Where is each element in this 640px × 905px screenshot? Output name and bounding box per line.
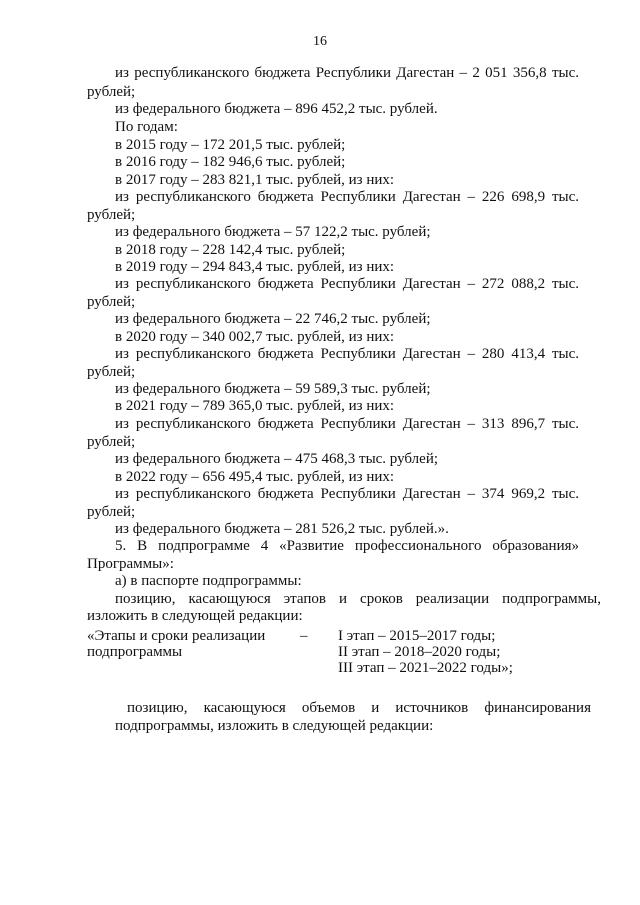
text-line: Программы»:: [87, 556, 174, 572]
text-line: из федерального бюджета – 896 452,2 тыс. рублей.: [115, 101, 438, 117]
text-line: в 2017 году – 283 821,1 тыс. рублей, из них:: [115, 172, 395, 188]
text-line: в 2018 году – 228 142,4 тыс. рублей;: [115, 242, 346, 258]
text-line: 5. В подпрограмме 4 «Развитие профессионального образования»: [115, 538, 579, 554]
text-line: в 2016 году – 182 946,6 тыс. рублей;: [115, 154, 346, 170]
stage-item: II этап – 2018–2020 годы;: [338, 644, 501, 660]
text-line: из федерального бюджета – 59 589,3 тыс. рублей;: [115, 381, 431, 397]
text-line: из федерального бюджета – 22 746,2 тыс. рублей;: [115, 311, 431, 327]
page-number: 16: [313, 34, 327, 49]
text-line: из республиканского бюджета Республики Дагестан – 280 413,4 тыс.: [115, 346, 579, 362]
text-line: из федерального бюджета – 281 526,2 тыс. рублей.».: [115, 521, 449, 537]
stage-item: III этап – 2021–2022 годы»;: [338, 660, 513, 676]
text-line: По годам:: [115, 119, 178, 135]
text-line: из республиканского бюджета Республики Дагестан – 313 896,7 тыс.: [115, 416, 579, 432]
text-line: рублей;: [87, 294, 136, 310]
text-line: в 2015 году – 172 201,5 тыс. рублей;: [115, 137, 346, 153]
text-line: из республиканского бюджета Республики Дагестан – 272 088,2 тыс.: [115, 276, 579, 292]
text-line: из республиканского бюджета Республики Дагестан – 374 969,2 тыс.: [115, 486, 579, 502]
text-line: рублей;: [87, 84, 136, 100]
text-line: в 2019 году – 294 843,4 тыс. рублей, из них:: [115, 259, 395, 275]
stage-item: I этап – 2015–2017 годы;: [338, 628, 496, 644]
text-line: в 2021 году – 789 365,0 тыс. рублей, из них:: [115, 398, 395, 414]
stages-label: «Этапы и сроки реализации: [87, 628, 266, 644]
text-line: из республиканского бюджета Республики Дагестан – 226 698,9 тыс.: [115, 189, 579, 205]
text-line: подпрограммы, изложить в следующей редакции:: [115, 718, 434, 734]
stages-dash: –: [300, 628, 308, 644]
text-line: рублей;: [87, 364, 136, 380]
text-line: в 2020 году – 340 002,7 тыс. рублей, из них:: [115, 329, 395, 345]
text-line: а) в паспорте подпрограммы:: [115, 573, 302, 589]
text-line: рублей;: [87, 434, 136, 450]
text-line: рублей;: [87, 207, 136, 223]
text-line: рублей;: [87, 504, 136, 520]
text-line: позицию, касающуюся этапов и сроков реализации подпрограммы,: [115, 591, 601, 607]
text-line: позицию, касающуюся объемов и источников финансирования: [127, 700, 591, 716]
text-line: из федерального бюджета – 57 122,2 тыс. рублей;: [115, 224, 431, 240]
stages-label: подпрограммы: [87, 644, 183, 660]
text-line: в 2022 году – 656 495,4 тыс. рублей, из них:: [115, 469, 395, 485]
text-line: из республиканского бюджета Республики Дагестан – 2 051 356,8 тыс.: [115, 65, 579, 81]
text-line: изложить в следующей редакции:: [87, 608, 303, 624]
text-line: из федерального бюджета – 475 468,3 тыс. рублей;: [115, 451, 439, 467]
